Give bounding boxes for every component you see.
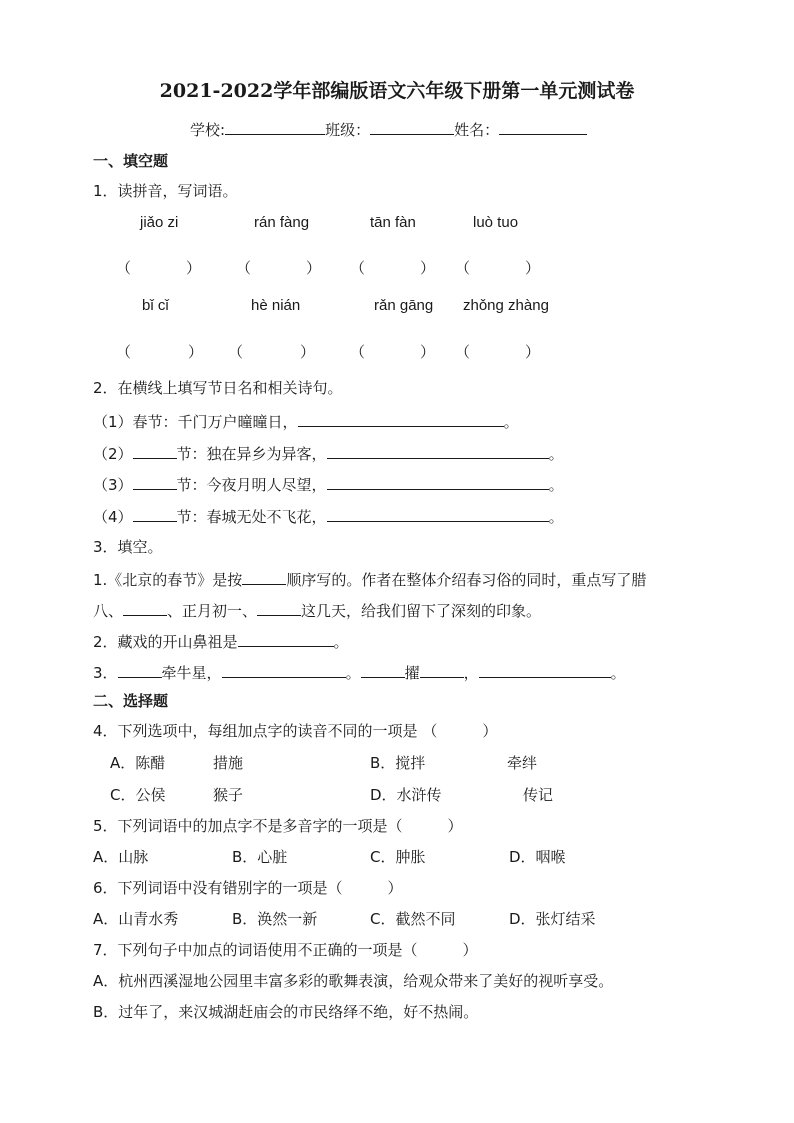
q5-option-a[interactable]: A．山脉 xyxy=(93,848,149,866)
q2-item-2 xyxy=(93,442,564,464)
answer-blank[interactable] xyxy=(298,410,504,427)
answer-paren-close: ） xyxy=(420,259,436,277)
q6-option-a[interactable]: A．山青水秀 xyxy=(93,910,179,928)
answer-blank[interactable] xyxy=(118,661,162,678)
text: 。 xyxy=(610,664,626,682)
class-label: 班级： xyxy=(325,121,371,139)
answer-paren-open: （ xyxy=(350,343,366,361)
section-choice-heading: 二、选择题 xyxy=(93,692,169,710)
answer-blank[interactable] xyxy=(361,661,405,678)
answer-blank[interactable] xyxy=(420,661,464,678)
item-text: 节：春城无处不飞花， xyxy=(176,508,327,526)
answer-paren-open: （ xyxy=(236,259,252,277)
item-text: 春节：千门万户曈曈日， xyxy=(132,413,298,431)
item-text: 节：今夜月明人尽望， xyxy=(176,476,327,494)
item-text: 节：独在异乡为异客， xyxy=(176,445,327,463)
answer-paren-close: ） xyxy=(186,259,202,277)
answer-blank[interactable] xyxy=(123,599,167,616)
answer-blank[interactable] xyxy=(242,568,286,585)
q3-line-1 xyxy=(93,568,646,590)
answer-paren-close: ） xyxy=(306,259,322,277)
q5-stem: 5．下列词语中的加点字不是多音字的一项是（ ） xyxy=(93,817,463,835)
section-fill-blank-heading: 一、填空题 xyxy=(93,152,169,170)
q5-option-d[interactable]: D．咽喉 xyxy=(509,848,566,866)
festival-blank[interactable] xyxy=(133,505,177,522)
pinyin-1: jiǎo zi xyxy=(140,214,179,231)
text: 擢 xyxy=(404,664,420,682)
answer-blank[interactable] xyxy=(257,599,301,616)
text: 。 xyxy=(345,664,361,682)
pinyin-2: rán fàng xyxy=(254,214,310,231)
text: 1.《北京的春节》是按 xyxy=(93,571,243,589)
item-number: （2） xyxy=(93,445,133,463)
q6-option-c[interactable]: C．截然不同 xyxy=(370,910,456,928)
pinyin-4: luò tuo xyxy=(473,214,519,231)
pinyin-7: rǎn gāng xyxy=(374,297,434,314)
answer-paren-open: （ xyxy=(455,343,471,361)
answer-blank[interactable] xyxy=(238,630,334,647)
item-number: （1） xyxy=(93,413,133,431)
text: 、正月初一、 xyxy=(167,602,258,620)
item-number: （3） xyxy=(93,476,133,494)
item-end: 。 xyxy=(548,445,564,463)
answer-paren-close: ） xyxy=(420,343,436,361)
text: 顺序写的。作者在整体介绍春习俗的同时，重点写了腊 xyxy=(286,571,647,589)
q3-line-2 xyxy=(93,599,541,621)
text: 3． xyxy=(93,664,118,682)
answer-blank[interactable] xyxy=(327,505,549,522)
answer-paren-open: （ xyxy=(350,259,366,277)
answer-blank[interactable] xyxy=(327,473,549,490)
pinyin-8: zhǒng zhàng xyxy=(463,297,549,314)
answer-blank[interactable] xyxy=(222,661,346,678)
q6-stem: 6．下列词语中没有错别字的一项是（ ） xyxy=(93,879,403,897)
q5-option-c[interactable]: C．肿胀 xyxy=(370,848,426,866)
text: ， xyxy=(463,664,479,682)
answer-paren-close: ） xyxy=(188,343,204,361)
q7-stem: 7．下列句子中加点的词语使用不正确的一项是（ ） xyxy=(93,941,478,959)
answer-blank[interactable] xyxy=(327,442,549,459)
answer-paren-open: （ xyxy=(455,259,471,277)
class-blank[interactable] xyxy=(370,118,454,135)
q6-option-b[interactable]: B．涣然一新 xyxy=(232,910,318,928)
answer-paren-open: （ xyxy=(116,343,132,361)
item-number: （4） xyxy=(93,508,133,526)
q2-item-1 xyxy=(93,410,519,432)
name-label: 姓名： xyxy=(454,121,500,139)
pinyin-5: bǐ cǐ xyxy=(142,297,169,314)
item-end: 。 xyxy=(548,476,564,494)
student-info-line xyxy=(190,118,587,140)
q6-option-d[interactable]: D．张灯结采 xyxy=(509,910,596,928)
q4-stem xyxy=(93,721,497,741)
text: 这几天，给我们留下了深刻的印象。 xyxy=(301,602,542,620)
q5-option-b[interactable]: B．心脏 xyxy=(232,848,288,866)
school-blank[interactable] xyxy=(225,118,325,135)
q4-option-a[interactable]: A．陈醋 xyxy=(110,754,166,772)
answer-paren-open: （ xyxy=(228,343,244,361)
q4-option-d-2: 传记 xyxy=(523,786,554,804)
pinyin-3: tān fàn xyxy=(370,214,416,231)
item-end: 。 xyxy=(503,413,519,431)
q3-line-3 xyxy=(93,630,349,652)
text: 。 xyxy=(333,633,349,651)
school-label: 学校: xyxy=(190,121,226,139)
answer-paren-close: ） xyxy=(525,343,541,361)
answer-blank[interactable] xyxy=(479,661,611,678)
exam-title: 2021-2022学年部编版语文六年级下册第一单元测试卷 xyxy=(159,80,635,102)
festival-blank[interactable] xyxy=(133,442,177,459)
q3-stem: 3．填空。 xyxy=(93,538,163,556)
text: 2．藏戏的开山鼻祖是 xyxy=(93,633,238,651)
q4-option-b[interactable]: B．搅拌 xyxy=(370,754,426,772)
answer-paren-open: （ xyxy=(116,259,132,277)
answer-paren-close: ） xyxy=(300,343,316,361)
text: 八、 xyxy=(93,602,124,620)
pinyin-6: hè nián xyxy=(251,297,301,314)
q4-option-c-2: 猴子 xyxy=(213,786,244,804)
festival-blank[interactable] xyxy=(133,473,177,490)
q1-stem: 1．读拼音，写词语。 xyxy=(93,182,238,200)
q4-option-d[interactable]: D．水浒传 xyxy=(370,786,442,804)
q3-line-4 xyxy=(93,661,626,683)
q2-item-4 xyxy=(93,505,564,527)
text: 4．下列选项中，每组加点字的读音不同的一项是 xyxy=(93,722,418,740)
name-blank[interactable] xyxy=(499,118,587,135)
q4-option-a-2: 措施 xyxy=(213,754,244,772)
answer-paren-close: ） xyxy=(525,259,541,277)
text: 牵牛星， xyxy=(161,664,222,682)
q2-stem: 2．在横线上填写节日名和相关诗句。 xyxy=(93,379,343,397)
q7-option-a[interactable]: A．杭州西溪湿地公园里丰富多彩的歌舞表演，给观众带来了美好的视听享受。 xyxy=(93,972,614,990)
q7-option-b[interactable]: B．过年了，来汉城湖赶庙会的市民络绎不绝，好不热闹。 xyxy=(93,1003,479,1021)
q4-option-b-2: 牵绊 xyxy=(507,754,538,772)
item-end: 。 xyxy=(548,508,564,526)
q2-item-3 xyxy=(93,473,564,495)
q4-option-c[interactable]: C．公侯 xyxy=(110,786,166,804)
answer-paren: （ ） xyxy=(422,722,498,740)
